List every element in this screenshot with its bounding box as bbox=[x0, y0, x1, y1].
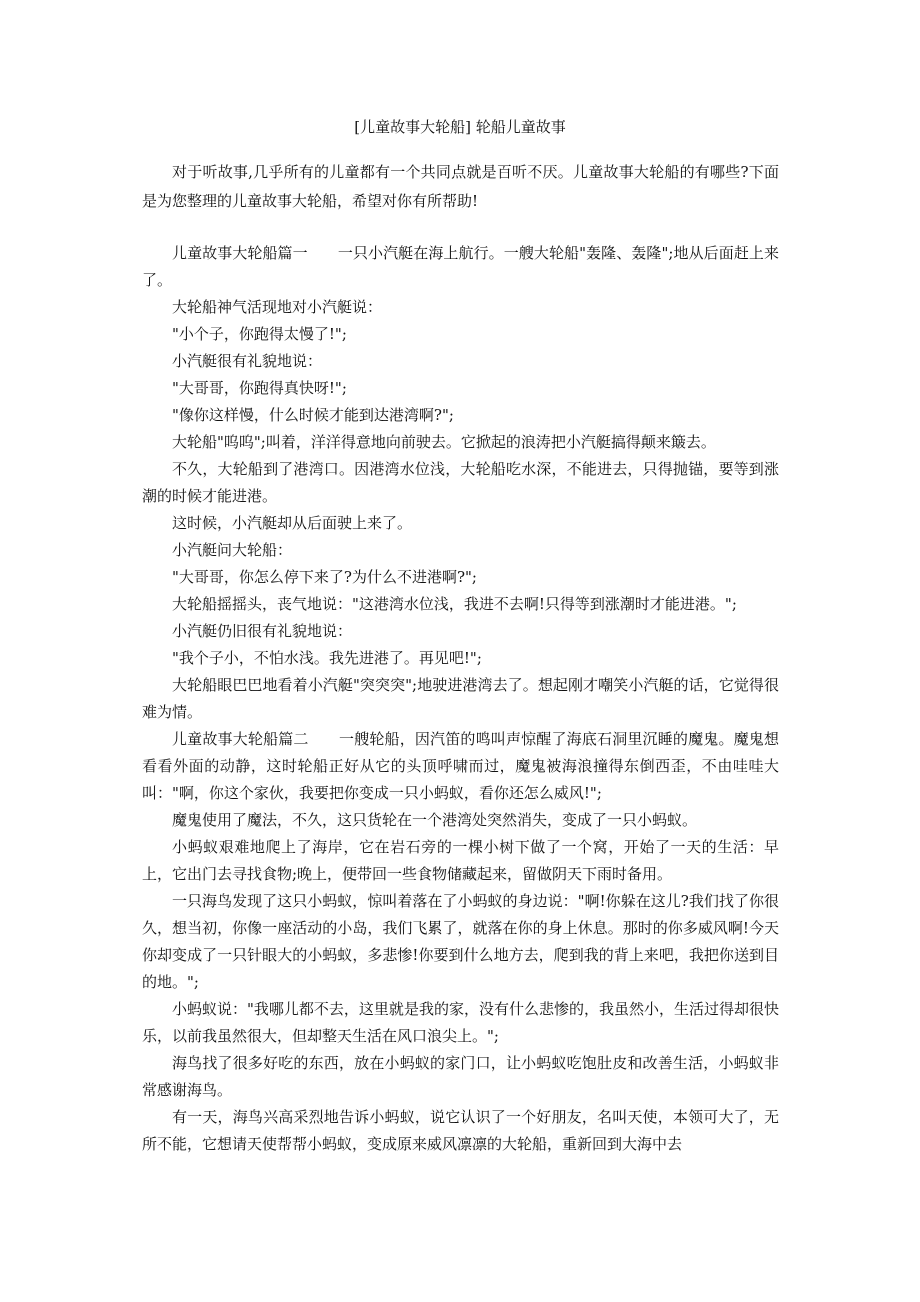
document-body bbox=[142, 158, 779, 1158]
paragraph: 魔鬼使用了魔法，不久，这只货轮在一个港湾处突然消失，变成了一只小蚂蚁。 bbox=[172, 811, 698, 829]
paragraph: 小蚂蚁说："我哪儿都不去，这里就是我的家，没有什么悲惨的，我虽然小，生活过得却很快乐，以前我虽然很大，但却整天生活在风口浪尖上。"; bbox=[142, 1000, 779, 1045]
paragraph: 大轮船"呜呜";叫着，洋洋得意地向前驶去。它掀起的浪涛把小汽艇搞得颠来簸去。 bbox=[172, 433, 716, 451]
paragraph: 小汽艇仍旧很有礼貌地说： bbox=[172, 622, 353, 640]
paragraph: 儿童故事大轮船篇一 一只小汽艇在海上航行。一艘大轮船"轰隆、轰隆";地从后面赶上来了。 bbox=[142, 244, 779, 289]
paragraph: "大哥哥，你怎么停下来了?为什么不进港啊?"; bbox=[172, 568, 477, 586]
paragraph: "我个子小，不怕水浅。我先进港了。再见吧!"; bbox=[172, 649, 482, 667]
paragraph: 一只海鸟发现了这只小蚂蚁，惊叫着落在了小蚂蚁的身边说："啊!你躲在这儿?我们找了你很久，想当初，你像一座活动的小岛，我们飞累了，就落在你的身上休息。那时的你多威风啊!今天你却变成了一只针眼大的小蚂蚁，多悲惨!你要到什么地方去，爬到我的背上来吧，我把你送到目的地。"; bbox=[142, 892, 779, 991]
paragraph: "大哥哥，你跑得真快呀!"; bbox=[172, 379, 347, 397]
paragraph: 这时候，小汽艇却从后面驶上来了。 bbox=[172, 514, 413, 532]
paragraph: 海鸟找了很多好吃的东西，放在小蚂蚁的家门口，让小蚂蚁吃饱肚皮和改善生活，小蚂蚁非常感谢海鸟。 bbox=[142, 1054, 779, 1099]
paragraph: 小汽艇问大轮船： bbox=[172, 541, 293, 559]
paragraph: 大轮船摇摇头，丧气地说："这港湾水位浅，我进不去啊!只得等到涨潮时才能进港。"; bbox=[172, 595, 737, 613]
paragraph: 大轮船眼巴巴地看着小汽艇"突突突";地驶进港湾去了。想起刚才嘲笑小汽艇的话，它觉得很难为情。 bbox=[142, 676, 779, 721]
paragraph: "像你这样慢，什么时候才能到达港湾啊?"; bbox=[172, 406, 454, 424]
paragraph: 不久，大轮船到了港湾口。因港湾水位浅，大轮船吃水深，不能进去，只得抛锚，要等到涨潮的时候才能进港。 bbox=[142, 460, 779, 505]
document-title: [儿童故事大轮船] 轮船儿童故事 bbox=[354, 118, 566, 136]
paragraph-intro: 对于听故事,几乎所有的儿童都有一个共同点就是百听不厌。儿童故事大轮船的有哪些?下面是为您整理的儿童故事大轮船，希望对你有所帮助! bbox=[142, 163, 779, 210]
paragraph: "小个子，你跑得太慢了!"; bbox=[172, 325, 347, 343]
paragraph: 儿童故事大轮船篇二 一艘轮船，因汽笛的鸣叫声惊醒了海底石洞里沉睡的魔鬼。魔鬼想看看外面的动静，这时轮船正好从它的头顶呼啸而过，魔鬼被海浪撞得东倒西歪，不由哇哇大叫："啊，你这个家伙，我要把你变成一只小蚂蚁，看你还怎么威风!"; bbox=[142, 730, 779, 802]
paragraph: 小汽艇很有礼貌地说： bbox=[172, 352, 323, 370]
paragraph: 小蚂蚁艰难地爬上了海岸，它在岩石旁的一棵小树下做了一个窝，开始了一天的生活：早上，它出门去寻找食物;晚上，便带回一些食物储藏起来，留做阴天下雨时备用。 bbox=[142, 838, 779, 883]
paragraph: 有一天，海鸟兴高采烈地告诉小蚂蚁，说它认识了一个好朋友，名叫天使，本领可大了，无所不能，它想请天使帮帮小蚂蚁，变成原来威风凛凛的大轮船，重新回到大海中去 bbox=[142, 1108, 779, 1153]
paragraph: 大轮船神气活现地对小汽艇说： bbox=[172, 298, 383, 316]
